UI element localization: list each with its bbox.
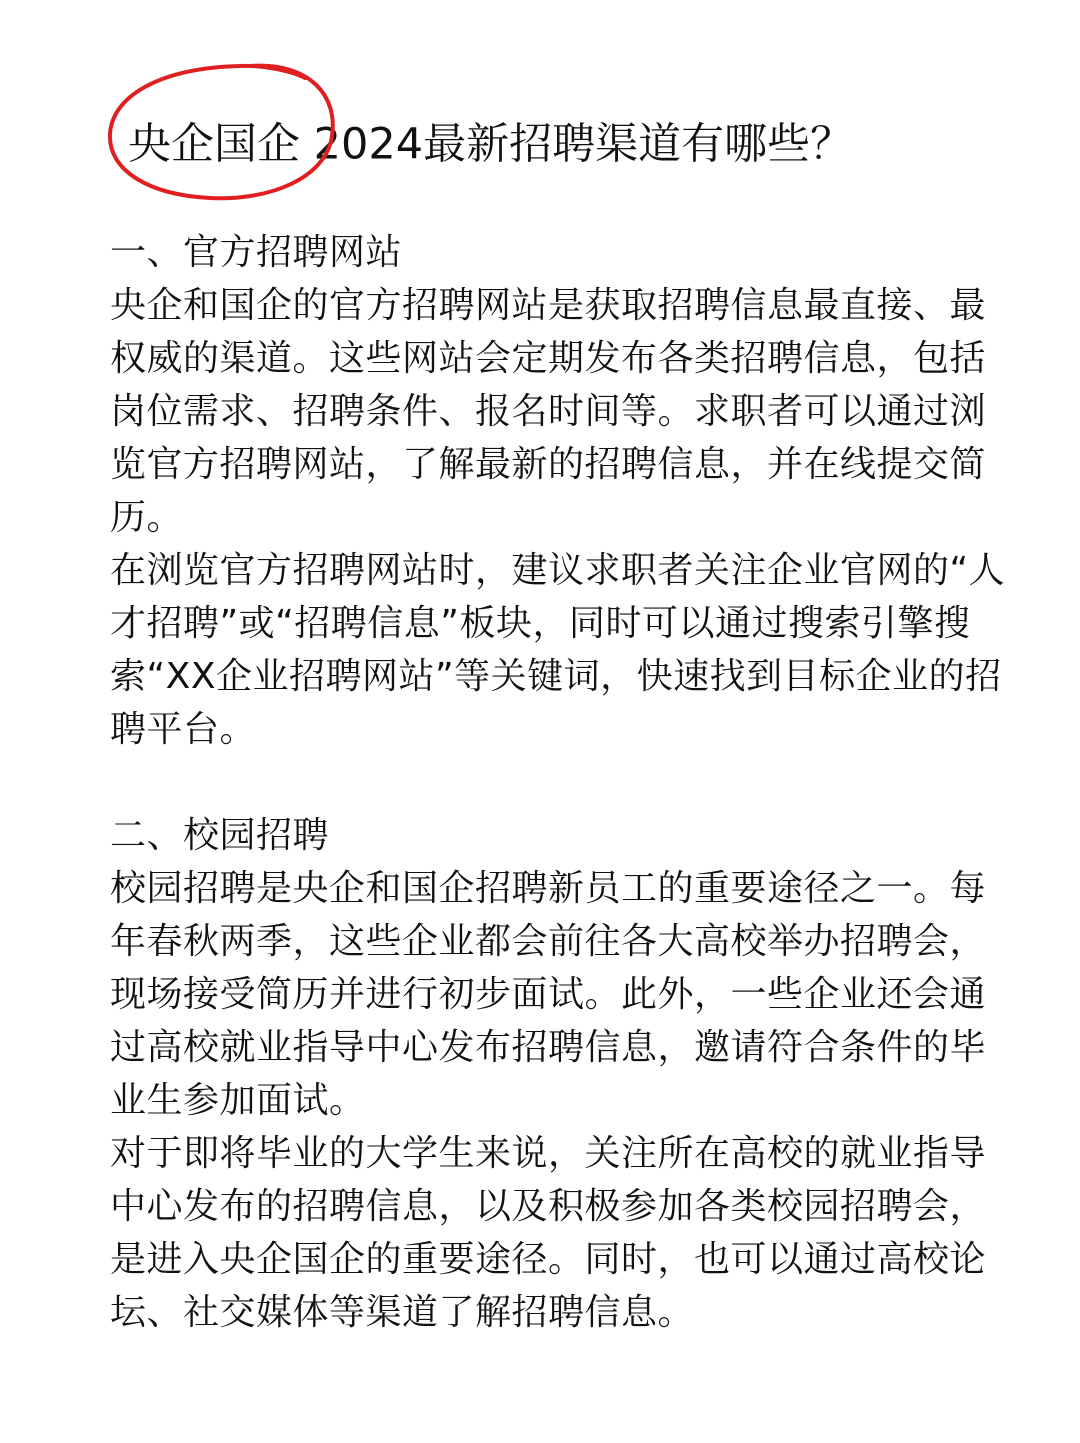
section-campus-recruitment — [110, 809, 1010, 1339]
section-heading: 二、校园招聘 — [110, 815, 330, 856]
paragraph: 校园招聘是央企和国企招聘新员工的重要途径之一。每年春秋两季，这些企业都会前往各大高校举办招聘会，现场接受简历并进行初步面试。此外，一些企业还会通过高校就业指导中心发布招聘信息，邀请符合条件的毕业生参加面试。 — [110, 868, 987, 1121]
paragraph: 对于即将毕业的大学生来说，关注所在高校的就业指导中心发布的招聘信息，以及积极参加各类校园招聘会，是进入央企国企的重要途径。同时，也可以通过高校论坛、社交媒体等渠道了解招聘信息。 — [110, 1133, 987, 1333]
section-heading: 一、官方招聘网站 — [110, 232, 403, 273]
title-rest: 2024最新招聘渠道有哪些？ — [300, 119, 854, 170]
paragraph: 在浏览官方招聘网站时，建议求职者关注企业官网的“人才招聘”或“招聘信息”板块，同时可以通过搜索引擎搜索“XX企业招聘网站”等关键词，快速找到目标企业的招聘平台。 — [110, 550, 1006, 750]
title-highlight: 央企国企 — [128, 119, 300, 170]
page-title — [128, 112, 853, 182]
paragraph: 央企和国企的官方招聘网站是获取招聘信息最直接、最权威的渠道。这些网站会定期发布各类招聘信息，包括岗位需求、招聘条件、报名时间等。求职者可以通过浏览官方招聘网站，了解最新的招聘信息，并在线提交简历。 — [110, 285, 987, 538]
section-official-websites — [110, 226, 1010, 756]
article-body — [110, 226, 1010, 1339]
